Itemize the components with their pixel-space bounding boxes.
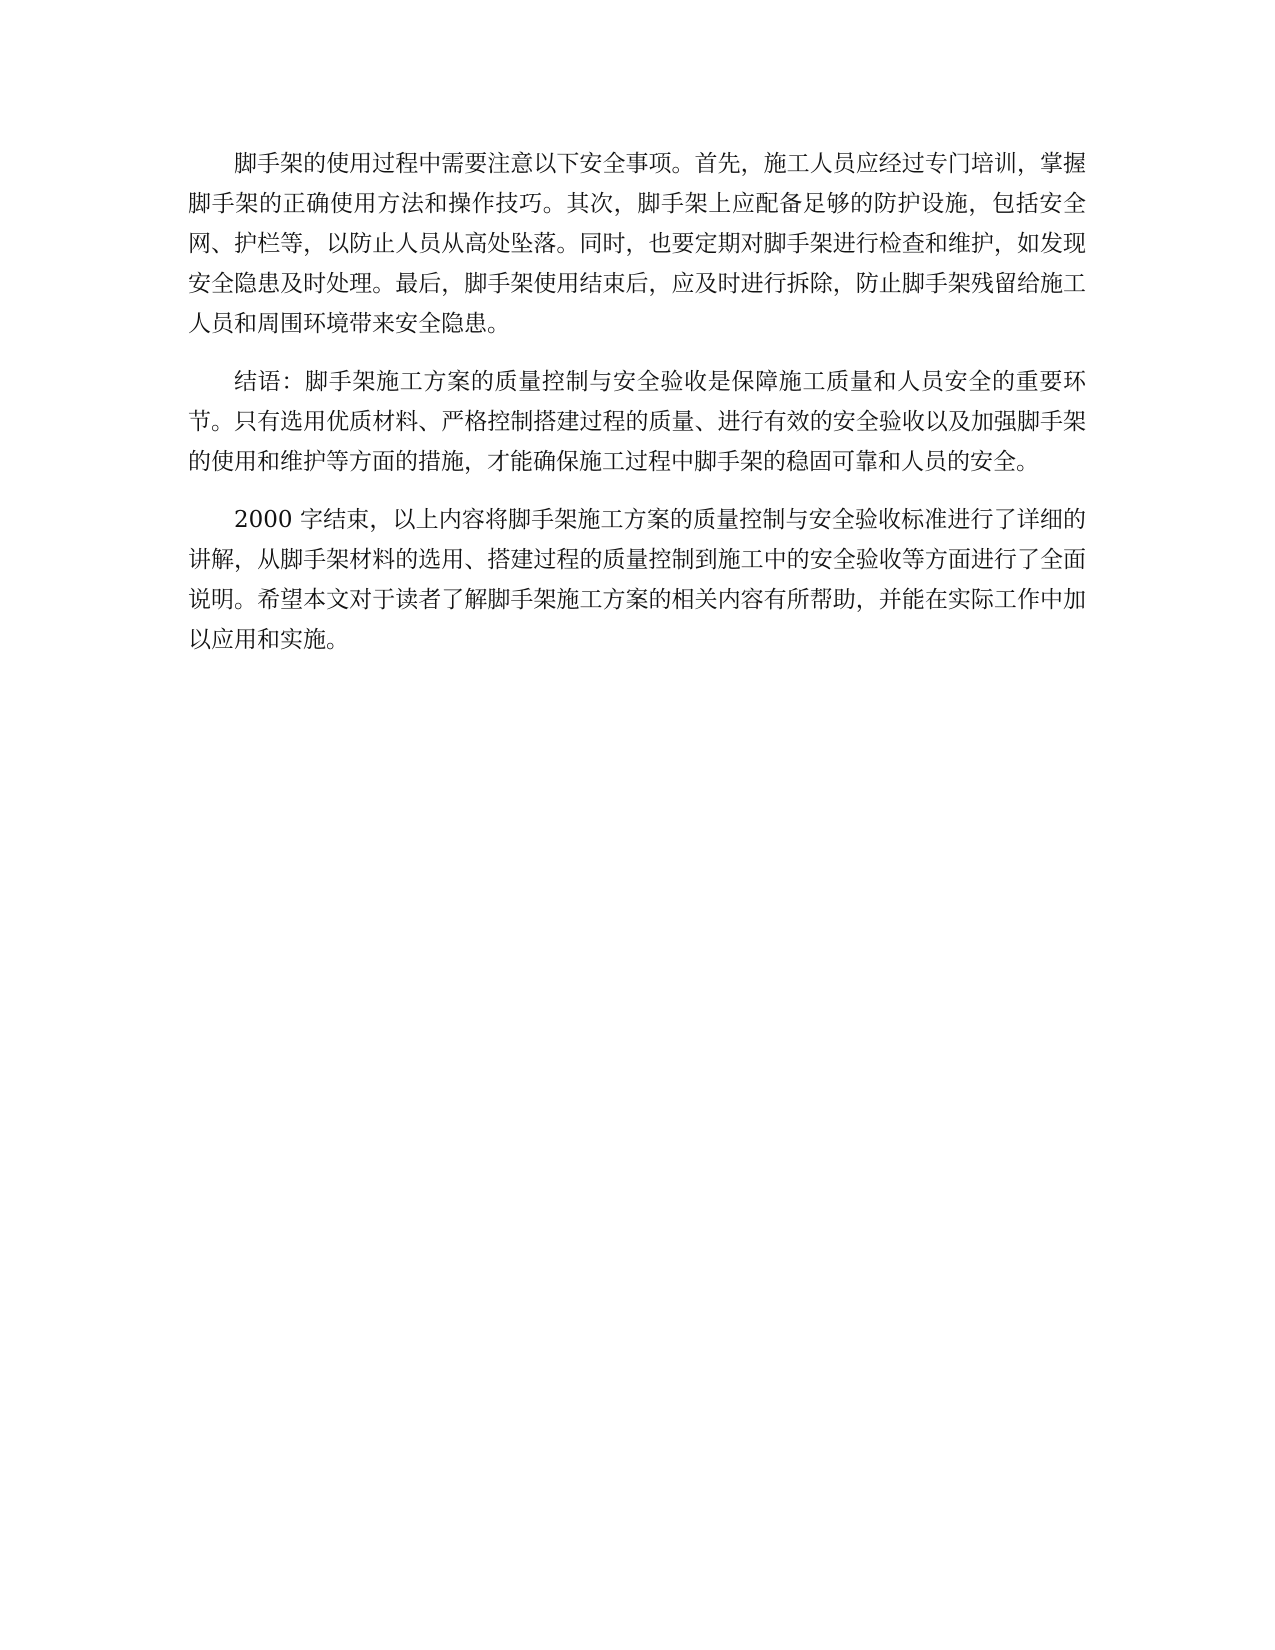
paragraph-summary: 2000 字结束，以上内容将脚手架施工方案的质量控制与安全验收标准进行了详细的讲解，从脚手架材料的选用、搭建过程的质量控制到施工中的安全验收等方面进行了全面说明。希望本文对于读者了解脚手架施工方案的相关内容有所帮助，并能在实际工作中加以应用和实施。 bbox=[188, 507, 1086, 653]
paragraph-conclusion: 结语：脚手架施工方案的质量控制与安全验收是保障施工质量和人员安全的重要环节。只有选用优质材料、严格控制搭建过程的质量、进行有效的安全验收以及加强脚手架的使用和维护等方面的措施，才能确保施工过程中脚手架的稳固可靠和人员的安全。 bbox=[188, 369, 1086, 475]
paragraph-safety-precautions: 脚手架的使用过程中需要注意以下安全事项。首先，施工人员应经过专门培训，掌握脚手架的正确使用方法和操作技巧。其次，脚手架上应配备足够的防护设施，包括安全网、护栏等，以防止人员从高处坠落。同时，也要定期对脚手架进行检查和维护，如发现安全隐患及时处理。最后，脚手架使用结束后，应及时进行拆除，防止脚手架残留给施工人员和周围环境带来安全隐患。 bbox=[188, 151, 1086, 337]
document-body bbox=[188, 144, 1086, 678]
